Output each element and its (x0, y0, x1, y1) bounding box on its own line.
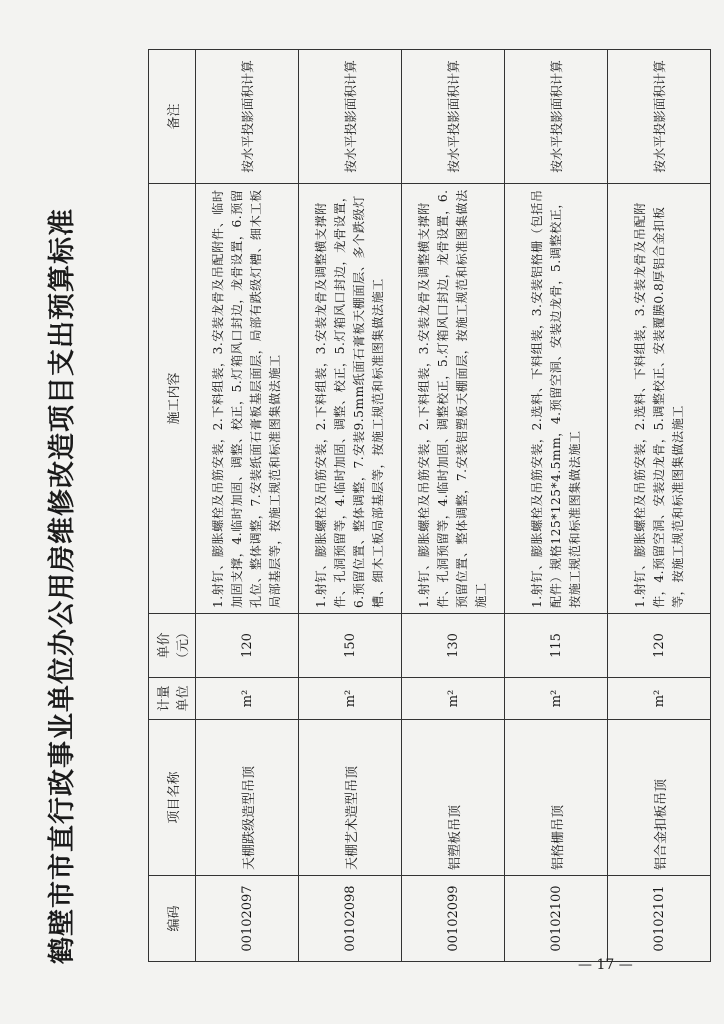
cell-content: 1.射钉、膨胀螺栓及吊筋安装，2.选料、下料组装，3.安装铝格栅（包括吊配件）规格125*125*4.5mm，4.预留空洞、安装边龙骨，5.调整校正，按施工规范和标准图集做法施工 (505, 184, 608, 614)
cell-unit: m² (196, 678, 299, 720)
table-row (505, 50, 608, 962)
table-row (608, 50, 711, 962)
cell-unit: m² (402, 678, 505, 720)
header-name: 项目名称 (149, 720, 196, 876)
header-price: 单价（元） (149, 614, 196, 678)
cell-name: 天棚艺术造型吊顶 (299, 720, 402, 876)
document-title: 鹤壁市市直行政事业单位办公用房维修改造项目支出预算标准 (47, 208, 78, 964)
cell-code: 00102097 (196, 876, 299, 962)
cell-note: 按水平投影面积计算 (608, 50, 711, 184)
cell-note: 按水平投影面积计算 (505, 50, 608, 184)
cell-content: 1.射钉、膨胀螺栓及吊筋安装，2.选料、下料组装，3.安装龙骨及吊配附件，4.预留空洞、安装边龙骨，5.调整校正、安装覆膜0.8厚铝合金扣板等，按施工规范和标准图集做法施工 (608, 184, 711, 614)
header-content: 施工内容 (149, 184, 196, 614)
cell-note: 按水平投影面积计算 (402, 50, 505, 184)
cell-note: 按水平投影面积计算 (299, 50, 402, 184)
cell-code: 00102098 (299, 876, 402, 962)
cell-code: 00102101 (608, 876, 711, 962)
table-row (402, 50, 505, 962)
cell-name: 天棚跌级造型吊顶 (196, 720, 299, 876)
cell-content: 1.射钉、膨胀螺栓及吊筋安装，2.下料组装，3.安装龙骨及调整横支撑附件、孔洞预留等，4.临时加固、调整校正，5.灯箱风口封边，龙骨设置，6.预留位置、整体调整，7.安装铝塑板天棚面层，按施工规范和标准图集做法施工 (402, 184, 505, 614)
budget-standard-table (148, 49, 711, 962)
cell-name: 铝塑板吊顶 (402, 720, 505, 876)
header-code: 编码 (149, 876, 196, 962)
cell-unit: m² (299, 678, 402, 720)
table-row (196, 50, 299, 962)
cell-unit: m² (505, 678, 608, 720)
cell-name: 铝格栅吊顶 (505, 720, 608, 876)
cell-code: 00102099 (402, 876, 505, 962)
cell-price: 150 (299, 614, 402, 678)
header-unit: 计量单位 (149, 678, 196, 720)
cell-note: 按水平投影面积计算 (196, 50, 299, 184)
header-note: 备注 (149, 50, 196, 184)
cell-code: 00102100 (505, 876, 608, 962)
page-number: — 17 — (578, 957, 633, 973)
cell-unit: m² (608, 678, 711, 720)
cell-price: 120 (196, 614, 299, 678)
cell-price: 120 (608, 614, 711, 678)
cell-content: 1.射钉、膨胀螺栓及吊筋安装，2.下料组装，3.安装龙骨及调整横支撑附件、孔洞预留等，4.临时加固、调整、校正，5.灯箱风口封边，龙骨设置，6.预留位置、整体调整，7.安装9.5mm纸面石膏板天棚面层、多个跌级灯槽、细木工板局部基层等，按施工规范和标准图集做法施工 (299, 184, 402, 614)
cell-price: 115 (505, 614, 608, 678)
cell-content: 1.射钉、膨胀螺栓及吊筋安装，2.下料组装，3.安装龙骨及吊配附件、临时加固支撑，4.临时加固、调整、校正，5.灯箱风口封边，龙骨设置，6.预留孔位、整体调整，7.安装纸面石膏板基层面层，局部有跌级灯槽、细木工板局部基层等，按施工规范和标准图集做法施工 (196, 184, 299, 614)
table-header-row (149, 50, 196, 962)
cell-price: 130 (402, 614, 505, 678)
cell-name: 铝合金扣板吊顶 (608, 720, 711, 876)
table-row (299, 50, 402, 962)
